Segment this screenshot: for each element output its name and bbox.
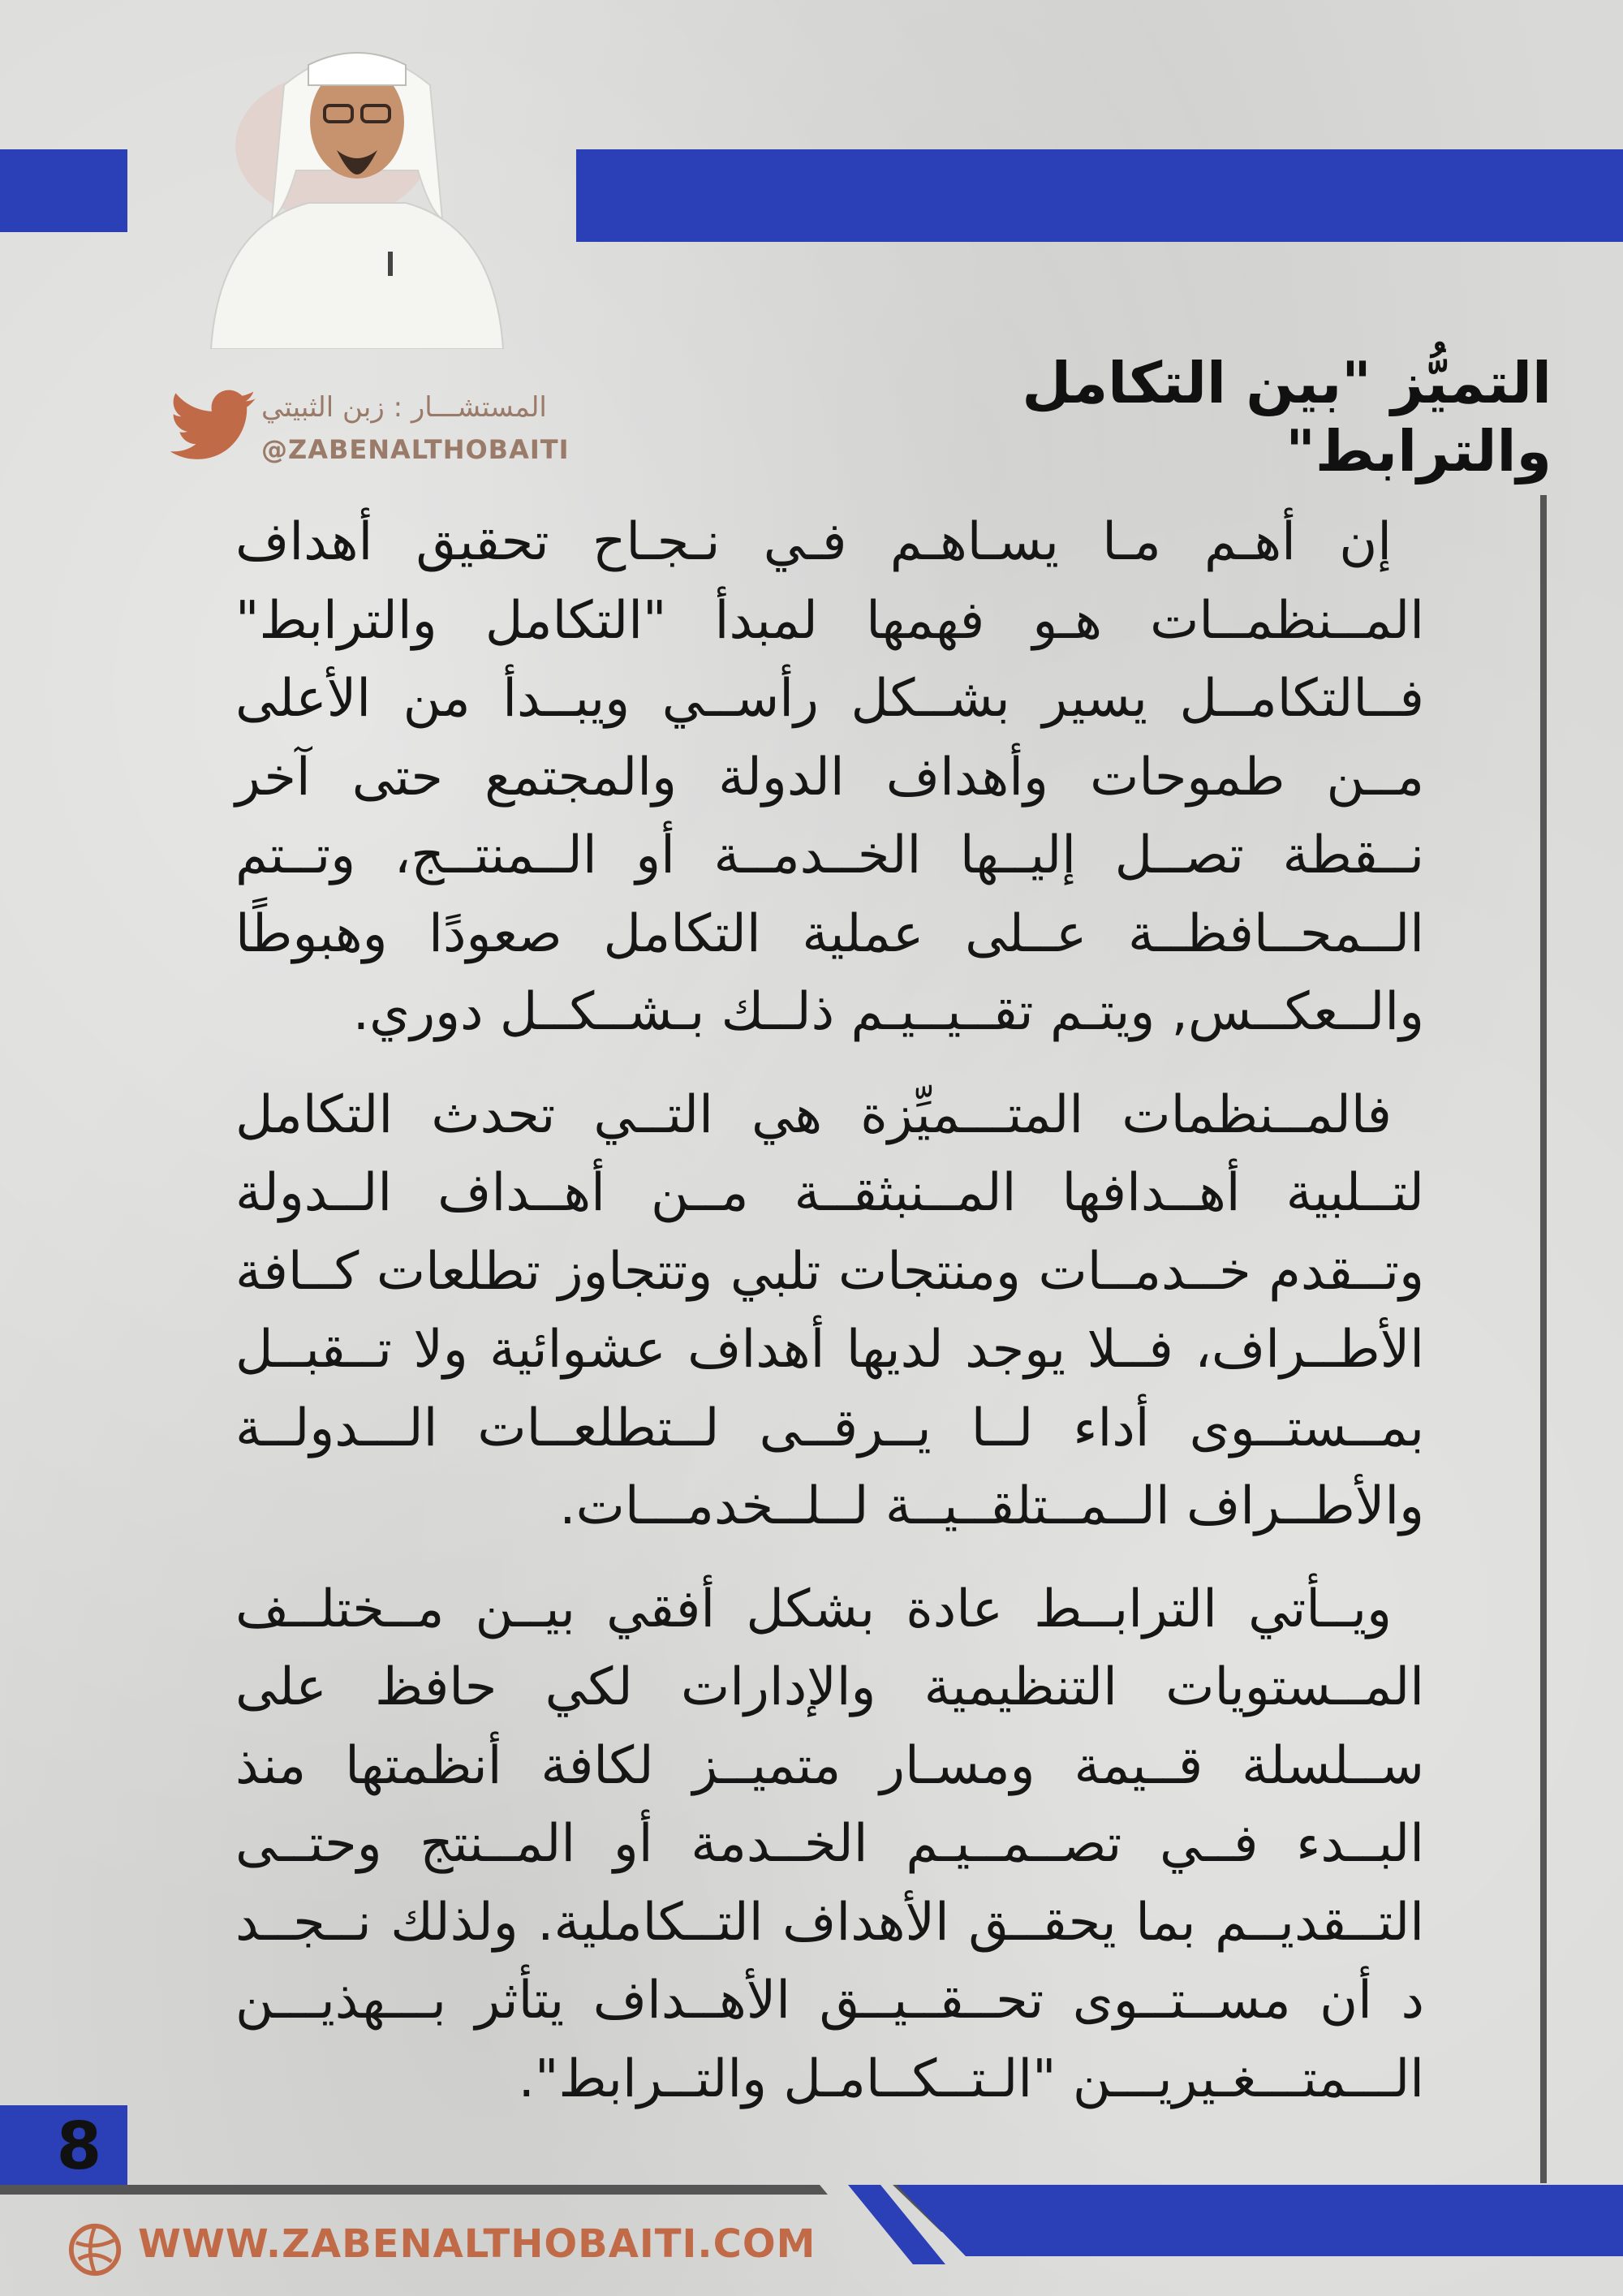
twitter-icon[interactable] xyxy=(166,388,260,469)
page-title: التميُّز "بين التكامل والترابط" xyxy=(1022,350,1552,485)
website-link[interactable]: WWW.ZABENALTHOBAITI.COM xyxy=(138,2221,816,2267)
author-name: المستشـــار : زبن الثبيتي xyxy=(261,391,547,424)
article-body xyxy=(235,503,1424,2143)
page-number: 8 xyxy=(56,2109,102,2184)
content-divider xyxy=(1540,495,1547,2183)
article-paragraph-1: إن أهـم مـا يسـاهـم فـي نـجـاح تحقيق أهداف المــنظمــات هـو فهمها لمبدأ "التكامل والترابط" فــالتكامــل يسير بشــكل رأســي ويبــدأ من الأعلى مــن طموحات وأهداف الدولة والمجتمع حتى آخر نــقطة تصــل إليــها الخــدمــة أو الــمنتــج، وتــتم الــمحــافظــة عــلى عملية التكامل صعودًا وهبوطًا والــعكــس, ويتـم تقــيــيـم ذلــك بـشــكــل دوري. xyxy=(235,512,1424,1042)
article-paragraph-2: فالمــنظمات المتـــميِّزة هي التــي تحدث التكامل لتــلبية أهــدافها المــنبثقــة مــن أهــداف الــدولة وتــقدم خــدمــات ومنتجات تلبي وتتجاوز تطلعات كــافة الأطــراف، فــلا يوجد لديها أهداف عشوائية ولا تــقبــل بمــستــوى أداء لــا يــرقــى لــتطلعــات الـــدولــة والأطــراف الــمــتلقــيــة لــلــخدمـــات. xyxy=(235,1084,1424,1536)
article-paragraph-3: ويــأتي الترابــط عادة بشكل أفقي بيــن مــختلــف المــستويات التنظيمية والإدارات لكي حافظ على ســلسلة قــيمة ومسـار متميــز لكافة أنظمتها منذ البــدء فــي تصــمــيـم الخــدمة أو المــنتج وحتــى التــقديــم بما يحقــق الأهداف التــكاملية. ولذلك نــجــد د أن مســتــوى تحــقــيــق الأهــداف يتأثر بـــهذيـــن الـــمتـــغـيريـــن "الـتــكــامـل والتــرابط". xyxy=(235,1579,1424,2109)
globe-icon xyxy=(67,2221,123,2278)
top-right-bar xyxy=(576,149,1623,242)
author-handle[interactable]: @ZABENALTHOBAITI xyxy=(261,434,570,465)
author-portrait xyxy=(187,8,527,349)
top-left-bar xyxy=(0,149,127,232)
